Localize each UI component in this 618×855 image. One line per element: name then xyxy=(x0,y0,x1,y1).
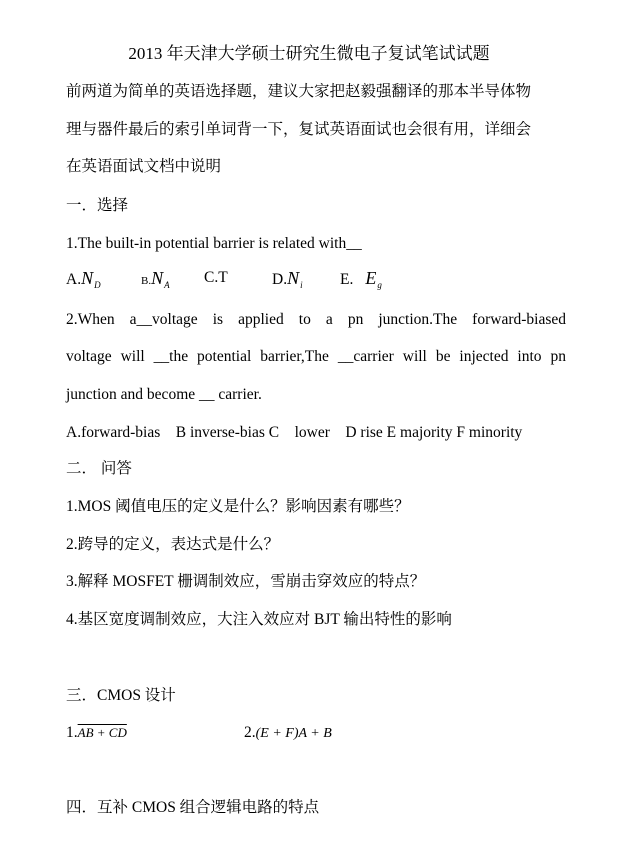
question-2-options: A.forward-bias B inverse-bias C lower D rise E majority F minority xyxy=(66,424,523,441)
qa-question-4: 4.基区宽度调制效应，大注入效应对 BJT 输出特性的影响 xyxy=(66,611,452,628)
qa-question-3: 3.解释 MOSFET 栅调制效应，雪崩击穿效应的特点？ xyxy=(66,573,426,590)
intro-line-1: 前两道为简单的英语选择题，建议大家把赵毅强翻译的那本半导体物 xyxy=(66,83,532,100)
question-1-options xyxy=(66,268,566,294)
section-1-heading: 一．选择 xyxy=(66,197,129,214)
option-b: $B.N_A$ xyxy=(141,268,170,290)
question-2-line-1: 2.When a__voltage is applied to a pn junction.The forward-biased xyxy=(66,311,566,328)
page-title: 2013 年天津大学硕士研究生微电子复试笔试试题 xyxy=(128,44,490,63)
cmos-item-2: 2.(E + F)A + B xyxy=(244,724,332,741)
cmos-item-1: 1.AB + CD xyxy=(66,724,127,741)
intro-line-2: 理与器件最后的索引单词背一下，复试英语面试也会很有用，详细会 xyxy=(66,121,532,138)
option-d: $D.N_i$ xyxy=(272,268,303,290)
intro-line-3: 在英语面试文档中说明 xyxy=(66,158,222,175)
qa-question-2: 2.跨导的定义，表达式是什么？ xyxy=(66,536,280,553)
option-e: E. $E_g$ xyxy=(340,268,382,290)
question-2-line-2: voltage will __the potential barrier,The __carrier will be injected into pn xyxy=(66,348,566,365)
option-c: C.T xyxy=(204,269,228,286)
section-3-heading: 三．CMOS 设计 xyxy=(66,687,176,704)
question-1-text: 1.The built-in potential barrier is related with__ xyxy=(66,235,362,252)
section-2-heading: 二． 问答 xyxy=(66,460,132,477)
question-2-line-3: junction and become __ carrier. xyxy=(66,386,262,403)
section-4-heading: 四．互补 CMOS 组合逻辑电路的特点 xyxy=(66,799,320,816)
cmos-design-items xyxy=(66,723,566,745)
option-a: $A.N_D$ xyxy=(66,268,101,290)
qa-question-1: 1.MOS 阈值电压的定义是什么？影响因素有哪些？ xyxy=(66,498,410,515)
